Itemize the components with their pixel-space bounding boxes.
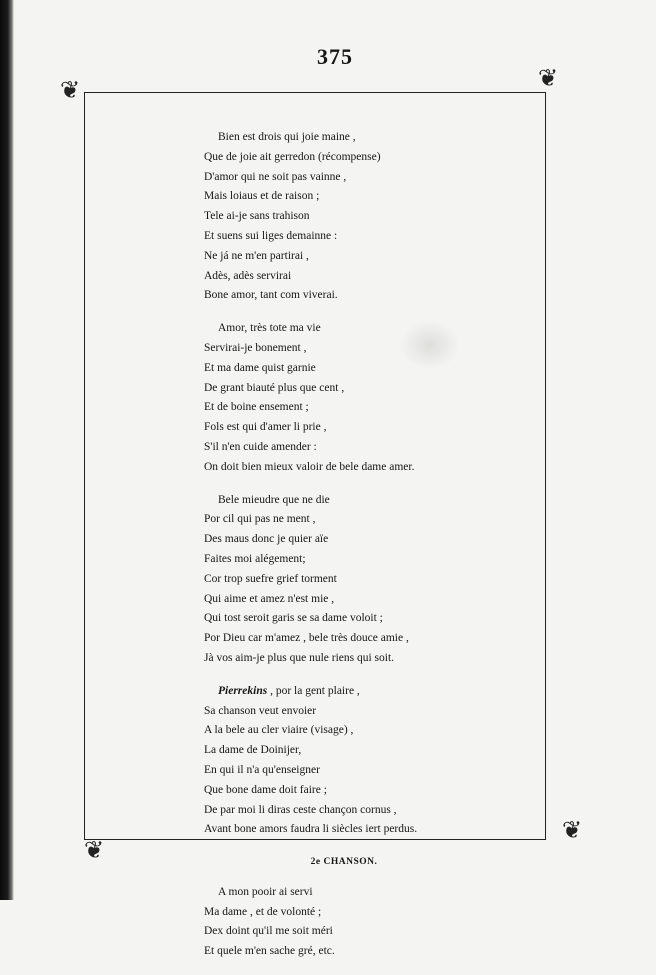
verse-line: Adès, adès servirai [204, 269, 292, 282]
verse-line: Bone amor, tant com viverai. [204, 289, 338, 302]
corner-ornament-bottom-left: ❦ [84, 836, 105, 864]
verse-line-rest: , por la gent plaire , [267, 684, 360, 697]
verse-line: Sa chanson veut envoier [204, 704, 317, 717]
verse-line: Bien est drois qui joie maine , [218, 131, 356, 143]
verse-line: Cor trop suefre grief torment [204, 572, 337, 585]
verse-line: Et ma dame quist garnie [204, 361, 316, 374]
stanza-5 [204, 883, 534, 962]
verse-line: De par moi li diras ceste chançon cornus , [204, 803, 397, 816]
verse-line: Por Dieu car m'amez , bele très douce amie , [204, 632, 409, 645]
corner-ornament-bottom-right: ❦ [562, 816, 583, 844]
verse-line: Jà vos aim-je plus que nule riens qui soit. [204, 651, 395, 664]
verse-line: Que bone dame doit faire ; [204, 783, 327, 796]
verse-line: A mon pooir ai servi [218, 885, 313, 898]
verse-line: Bele mieudre que ne die [218, 493, 330, 506]
corner-ornament-top-right: ❦ [538, 64, 559, 92]
verse-line: Et de boine ensement ; [204, 401, 309, 414]
verse-line: D'amor qui ne soit pas vainne , [204, 170, 347, 183]
page-number: 375 [317, 44, 353, 69]
verse-line: Qui tost seroit garis se sa dame voloit ; [204, 612, 383, 625]
poet-name: Pierrekins [218, 684, 268, 697]
verse-line: La dame de Doinijer, [204, 744, 302, 757]
verse-line: Et suens sui liges demainne : [204, 229, 338, 242]
stanza-2 [204, 319, 534, 477]
verse-line: Que de joie ait gerredon (récompense) [204, 150, 381, 163]
stanza-4 [204, 682, 534, 840]
verse-line: Avant bone amors faudra li siècles iert perdus. [204, 823, 418, 836]
verse-line: Servirai-je bonement , [204, 341, 307, 354]
stanza-3 [204, 491, 534, 669]
verse-line: Qui aime et amez n'est mie , [204, 592, 335, 605]
verse-line: Mais loiaus et de raison ; [204, 190, 320, 203]
verse-line: Ma dame , et de volonté ; [204, 905, 322, 918]
verse-line: Fols est qui d'amer li prie , [204, 421, 327, 434]
verse-line: S'il n'en cuide amender : [204, 440, 317, 453]
book-binding-shadow [0, 0, 14, 900]
verse-line: A la bele au cler viaire (visage) , [204, 724, 354, 737]
verse-line: Des maus donc je quier aïe [204, 533, 329, 546]
stanza-1 [204, 128, 534, 306]
section-heading: 2e CHANSON. [310, 857, 378, 868]
corner-ornament-top-left: ❦ [60, 76, 81, 104]
verse-line: En qui il n'a qu'enseigner [204, 763, 320, 776]
verse-line: Ne já ne m'en partirai , [204, 249, 309, 262]
verse-line [204, 682, 534, 702]
verse-line: Dex doint qu'il me soit méri [204, 925, 333, 938]
verse-line: Amor, très tote ma vie [218, 322, 321, 335]
verse-line: Por cil qui pas ne ment , [204, 513, 316, 526]
poem-text [204, 128, 534, 975]
verse-line: Faites moi alégement; [204, 552, 306, 565]
verse-line: On doit bien mieux valoir de bele dame amer. [204, 460, 415, 473]
verse-line: Et quele m'en sache gré, etc. [204, 945, 335, 958]
verse-line: Tele ai-je sans trahison [204, 210, 310, 223]
verse-line: De grant biauté plus que cent , [204, 381, 345, 394]
